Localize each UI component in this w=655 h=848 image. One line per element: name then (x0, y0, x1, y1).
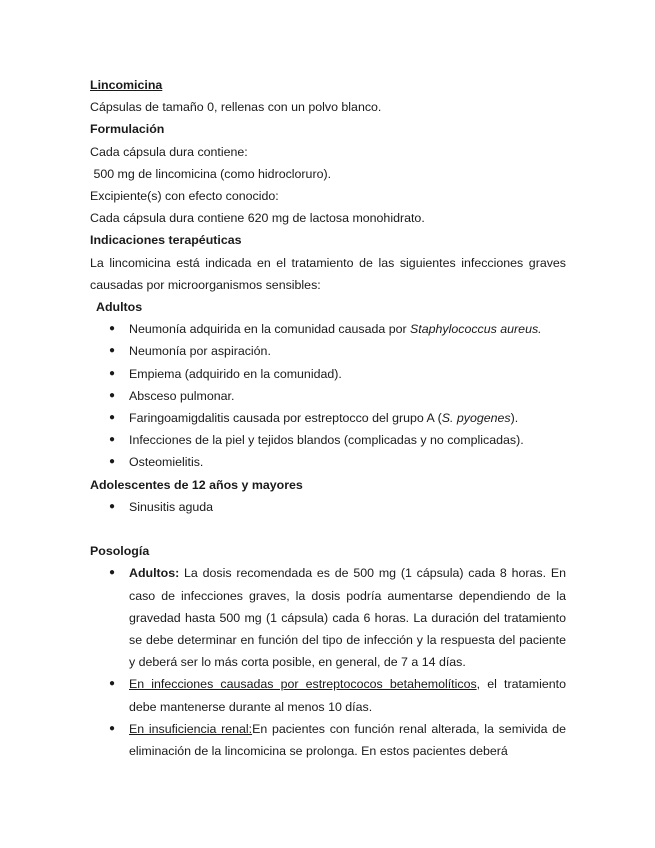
bullet-icon: ● (109, 434, 116, 446)
list-item: ● Adultos: La dosis recomendada es de 500 mg (1 cápsula) cada 8 horas. En caso de infecciones graves, la dosis podría aumentarse dependiendo de la gravedad hasta 500 mg (1 cápsula) cada 6 horas. La duración del tratamiento se debe determinar en función del tipo de infección y la respuesta del paciente y deberá ser lo más corta posible, en general, de 7 a 14 días. (90, 562, 566, 673)
formulacion-line: 500 mg de lincomicina (como hidrocloruro). (90, 166, 332, 181)
product-description: Cápsulas de tamaño 0, rellenas con un polvo blanco. (90, 100, 382, 115)
list-item: ● Absceso pulmonar. (90, 385, 566, 407)
adultos-list (90, 318, 566, 473)
spacer (90, 518, 566, 540)
formulacion-line: Cada cápsula dura contiene 620 mg de lactosa monohidrato. (90, 211, 425, 226)
list-item: ● Faringoamigdalitis causada por estreptocco del grupo A (S. pyogenes). (90, 407, 566, 429)
adolescentes-list (90, 496, 566, 518)
adultos-heading: Adultos (96, 300, 143, 315)
list-item: ● Sinusitis aguda (90, 496, 566, 518)
bullet-icon: ● (109, 345, 116, 357)
adolescentes-heading: Adolescentes de 12 años y mayores (90, 477, 303, 492)
list-item: ● En insuficiencia renal:En pacientes con función renal alterada, la semivida de eliminación de la lincomicina se prolonga. En estos pacientes deberá (90, 718, 566, 762)
indicaciones-intro: La lincomicina está indicada en el tratamiento de las siguientes infecciones graves causadas por microorganismos sensibles: (90, 255, 566, 292)
document-page (90, 74, 566, 762)
bullet-icon: ● (109, 567, 116, 579)
indicaciones-heading: Indicaciones terapéuticas (90, 233, 242, 248)
bullet-icon: ● (109, 722, 116, 734)
posologia-heading: Posología (90, 544, 150, 559)
bullet-icon: ● (109, 412, 116, 424)
list-item: ● Osteomielitis. (90, 451, 566, 473)
bullet-icon: ● (109, 367, 116, 379)
bullet-icon: ● (109, 389, 116, 401)
list-item: ● Neumonía por aspiración. (90, 340, 566, 362)
document-title: Lincomicina (90, 78, 163, 92)
list-item: ● Empiema (adquirido en la comunidad). (90, 363, 566, 385)
bullet-icon: ● (109, 456, 116, 468)
formulacion-line: Cada cápsula dura contiene: (90, 144, 248, 159)
list-item: ● En infecciones causadas por estreptococos betahemolíticos, el tratamiento debe mantenerse durante al menos 10 días. (90, 673, 566, 717)
formulacion-line: Excipiente(s) con efecto conocido: (90, 189, 279, 204)
formulacion-heading: Formulación (90, 122, 165, 137)
bullet-icon: ● (109, 500, 116, 512)
bullet-icon: ● (109, 678, 116, 690)
list-item: ● Infecciones de la piel y tejidos blandos (complicadas y no complicadas). (90, 429, 566, 451)
list-item: ● Neumonía adquirida en la comunidad causada por Staphylococcus aureus. (90, 318, 566, 340)
bullet-icon: ● (109, 323, 116, 335)
posologia-list (90, 562, 566, 762)
